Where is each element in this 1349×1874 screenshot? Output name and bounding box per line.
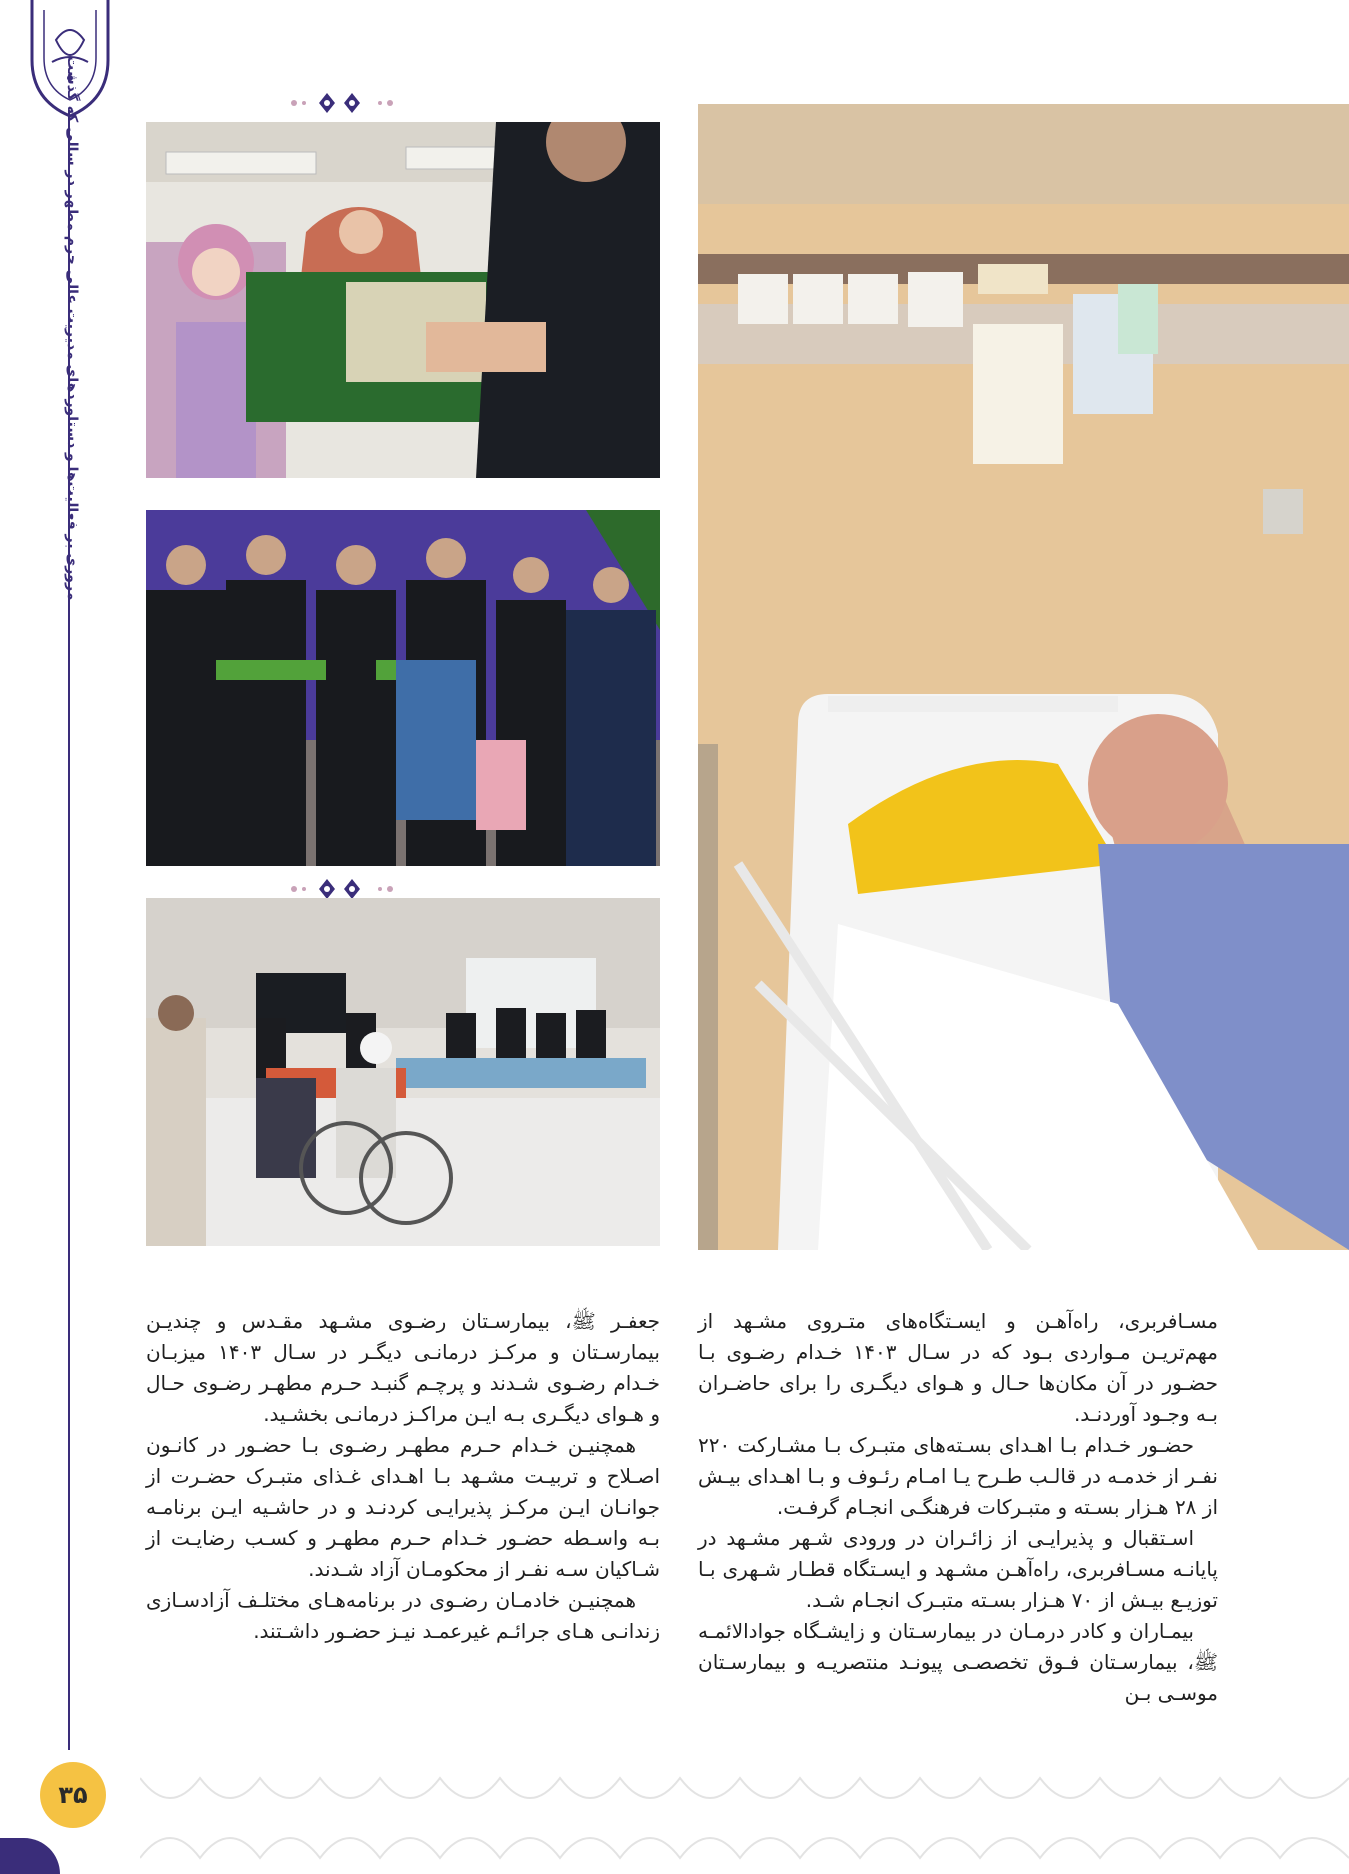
ornament-1 [282, 90, 412, 116]
left-column-text [146, 1306, 660, 1706]
paragraph: مسـافربری، راه‌آهـن و ایسـتگاه‌های متـروی مشـهد از مهم‌تریـن مـواردی بـود که در سـال ۱۴۰۳ خـدام رضـوی بـا حضـور در آن مکان‌ها حـال و هـوای دیگـری را برای حاضـران بـه وجـود آوردنـد. [698, 1309, 1218, 1426]
photo-elderly-center [146, 898, 660, 1246]
paragraph: حضـور خـدام بـا اهـدای بسـته‌های متبـرک بـا مشـارکت ۲۲۰ نفـر از خدمـه در قالـب طـرح یـا امـام رئـوف و بـا اهـدای بیـش از ۲۸ هـزار بسـته و متبـرکات فرهنگـی انجـام گرفـت. [698, 1433, 1218, 1519]
page-number: ۳۵ [40, 1762, 106, 1828]
footer-pattern [140, 1768, 1349, 1868]
paragraph: جعفـر ﷺ، بیمارسـتان رضـوی مشـهد مقـدس و چندیـن بیمارسـتان و مرکـز درمانـی دیگـر در سـال ۱۴۰۳ میزبـان خـدام رضـوی شـدند و پرچـم گنبـد حـرم مطهـر رضـوی حـال و هـوای دیگـری بـه ایـن مراکـز درمانـی بخشـید. [146, 1309, 660, 1426]
section-title: مروری بر فعالیت‌ها و دستاوردهای مدیریت عالی حرم مطهر در سالی که گذشت [64, 55, 80, 600]
paragraph: همچنیـن خادمـان رضـوی در برنامه‌هـای مختلـف آزادسـازی زندانـی هـای جرائـم غیرعمـد نیـز حضـور داشـتند. [146, 1588, 660, 1643]
paragraph: همچنیـن خـدام حـرم مطهـر رضـوی بـا حضـور در کانـون اصـلاح و تربیـت مشـهد بـا اهـدای غـذای متبـرک حضـرت از جوانـان ایـن مرکـز پذیرایـی کردنـد و در حاشـیه ایـن برنامـه بـه واسـطه حضـور خـدام حـرم مطهـر و کسـب رضایـت از شـاکیان سـه نفـر از محکومـان آزاد شـدند. [146, 1433, 660, 1581]
corner-decoration [0, 1838, 60, 1874]
paragraph: اسـتقبال و پذیرایـی از زائـران در ورودی شـهر مشـهد در پایانـه مسـافربری، راه‌آهـن مشـهد و ایسـتگاه قطـار شـهری بـا توزیـع بیـش از ۷۰ هـزار بسـته متبـرک انجـام شـد. [698, 1526, 1218, 1612]
right-column-text [698, 1306, 1218, 1706]
photo-hospital-bed [698, 104, 1349, 1250]
left-rail [0, 0, 90, 1874]
photo-hospital-flag [146, 122, 660, 478]
photo-ceremony [146, 510, 660, 866]
paragraph: بیمـاران و کادر درمـان در بیمارسـتان و زایشـگاه جوادالائمـه ﷺ، بیمارسـتان فـوق تخصصـی پیونـد منتصریـه و بیمارسـتان موسـی بـن [698, 1619, 1218, 1705]
